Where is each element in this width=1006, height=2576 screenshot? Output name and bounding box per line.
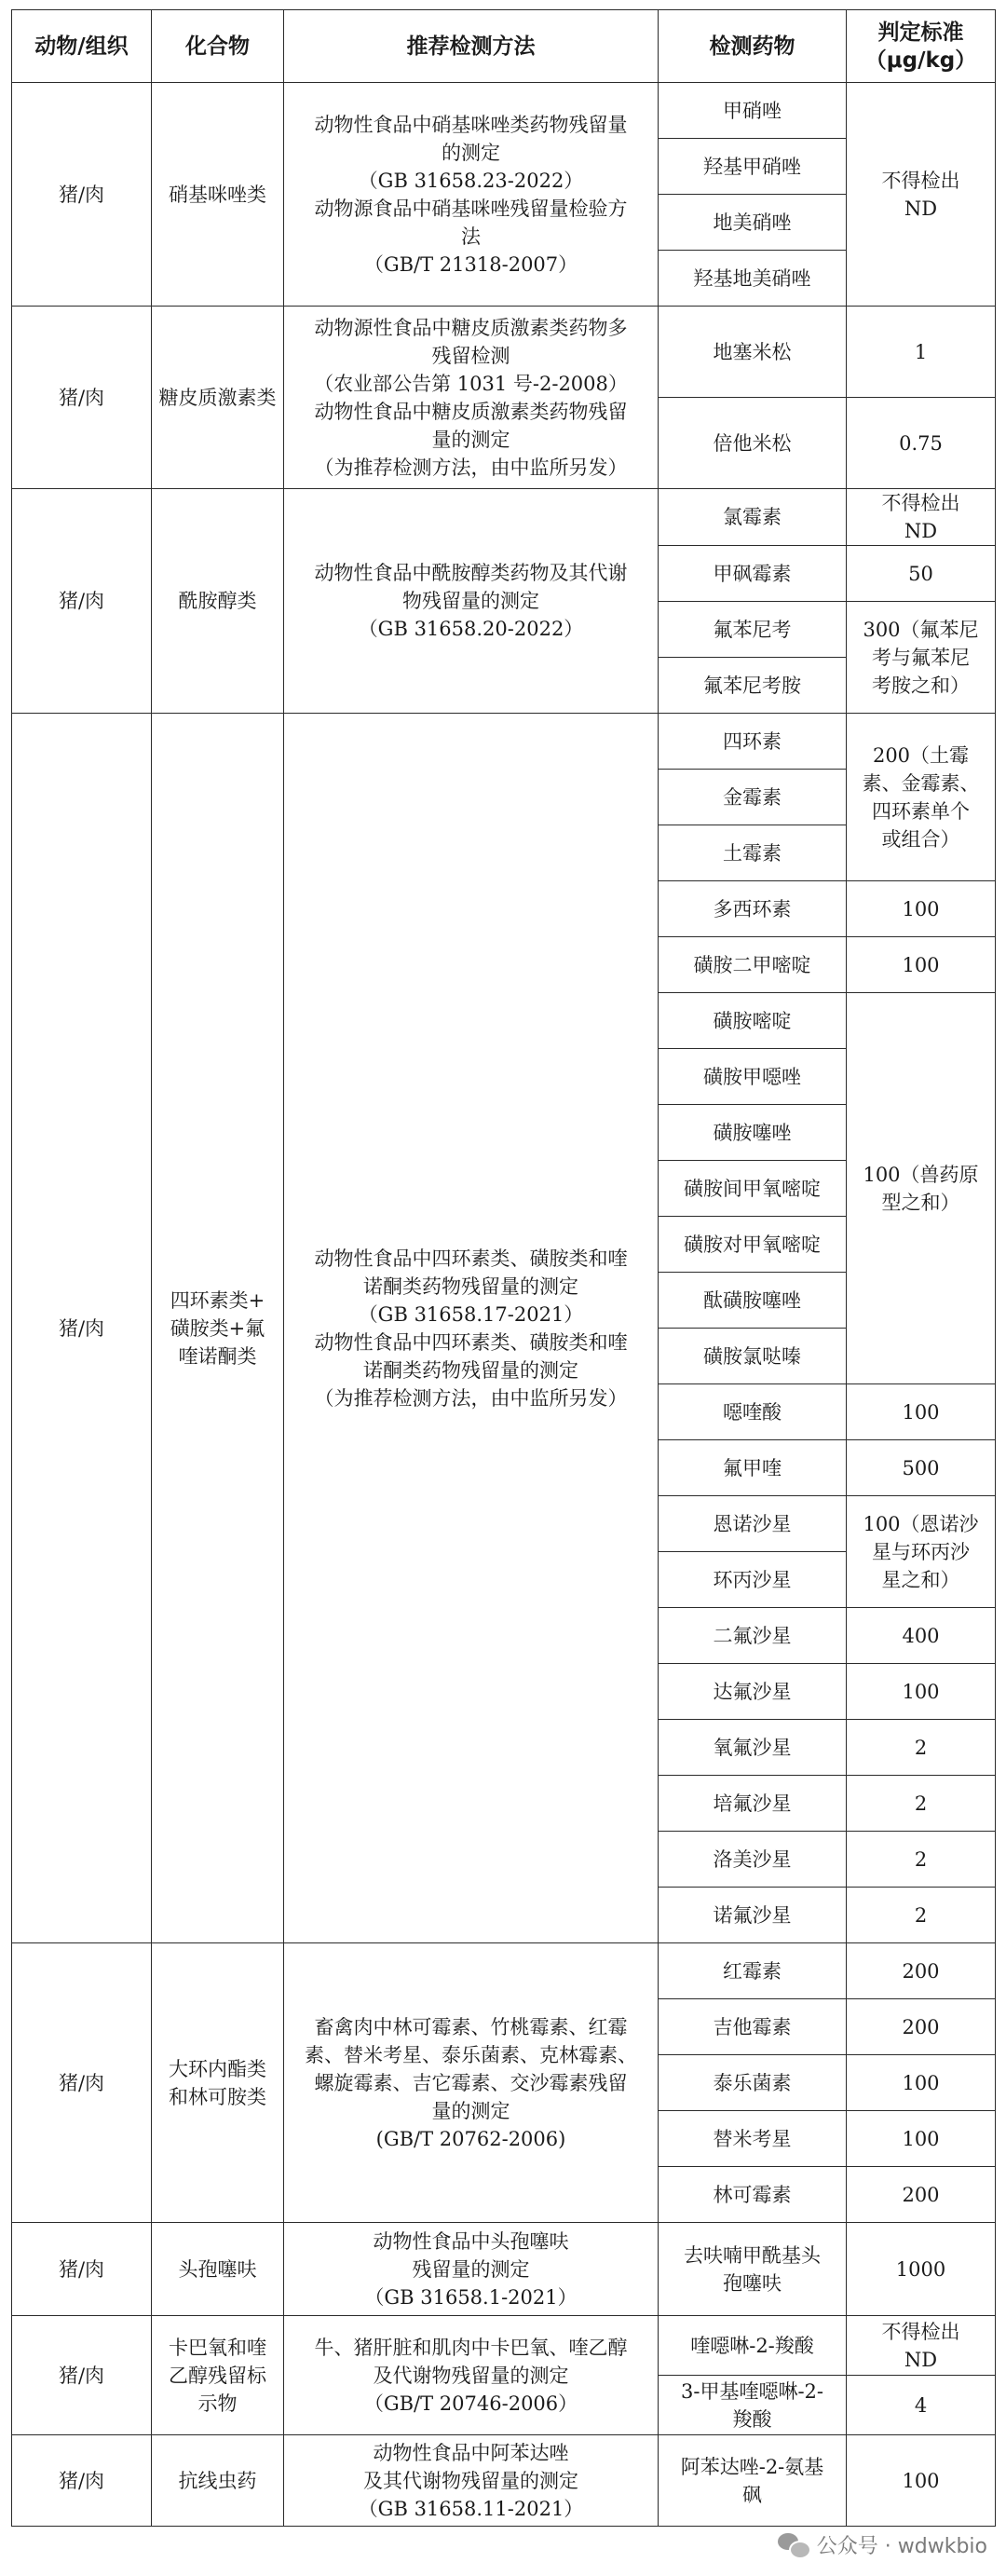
standard-line: ND: [904, 520, 938, 542]
drug-cell: 地美硝唑: [659, 195, 847, 251]
standard-line: 星之和）: [881, 1568, 960, 1591]
drug-cell: 替米考星: [659, 2111, 847, 2167]
compound-line: 四环素类+: [170, 1288, 265, 1312]
table-row: [12, 83, 996, 139]
tissue-cell: 猪/肉: [12, 307, 152, 489]
standard-cell: 200: [847, 1999, 996, 2055]
standard-cell: 0.75: [847, 398, 996, 489]
wechat-watermark: [778, 2523, 987, 2566]
method-line: 动物性食品中酰胺醇类药物及其代谢: [314, 562, 628, 584]
drug-cell: 林可霉素: [659, 2167, 847, 2223]
standard-cell: 100: [847, 1384, 996, 1440]
method-cell: [284, 2223, 659, 2316]
method-cell: [284, 1943, 659, 2223]
method-line: （GB/T 21318-2007）: [363, 252, 578, 276]
method-line: 诺酮类药物残留量的测定: [363, 1358, 578, 1382]
drug-line: 砜: [742, 2483, 762, 2506]
compound-cell: 头孢噻呋: [152, 2223, 284, 2316]
standard-cell: 100: [847, 2055, 996, 2111]
drug-cell: 达氟沙星: [659, 1664, 847, 1720]
drug-cell: 二氟沙星: [659, 1608, 847, 1664]
method-line: 诺酮类药物残留量的测定: [363, 1274, 578, 1298]
header-compound: 化合物: [152, 10, 284, 83]
header-method: 推荐检测方法: [284, 10, 659, 83]
method-cell: [284, 489, 659, 714]
drug-cell: 土霉素: [659, 825, 847, 881]
standard-cell: 200: [847, 2167, 996, 2223]
method-line: 动物性食品中头孢噻呋: [373, 2229, 569, 2253]
method-line: 动物性食品中四环素类、磺胺类和喹: [314, 1330, 628, 1354]
standard-line: 300（氟苯尼: [863, 618, 979, 641]
standard-line: 不得检出: [881, 492, 960, 514]
drug-cell: 磺胺噻唑: [659, 1105, 847, 1161]
drug-cell: 磺胺嘧啶: [659, 993, 847, 1049]
drug-cell: 倍他米松: [659, 398, 847, 489]
method-line: （GB 31658.11-2021）: [358, 2497, 584, 2520]
drug-cell: 磺胺甲噁唑: [659, 1049, 847, 1105]
standard-cell: 2: [847, 1720, 996, 1776]
standard-cell: 200: [847, 1943, 996, 1999]
drug-cell: 氧氟沙星: [659, 1720, 847, 1776]
drug-cell: 羟基甲硝唑: [659, 139, 847, 195]
standard-cell: [847, 489, 996, 546]
drug-cell: 红霉素: [659, 1943, 847, 1999]
header-standard-unit: （μg/kg）: [864, 48, 977, 73]
drug-cell: 恩诺沙星: [659, 1496, 847, 1552]
method-line: （GB/T 20746-2006）: [363, 2392, 578, 2415]
drug-cell: 磺胺氯哒嗪: [659, 1329, 847, 1384]
method-line: 及其代谢物残留量的测定: [363, 2469, 578, 2492]
drug-cell: [659, 2376, 847, 2435]
method-line: 动物性食品中四环素类、磺胺类和喹: [314, 1247, 628, 1270]
method-cell: [284, 2316, 659, 2435]
standard-cell: [847, 714, 996, 881]
standard-cell: 500: [847, 1440, 996, 1496]
method-line: 动物性食品中糖皮质激素类药物残留: [314, 400, 628, 423]
standard-line: 四环素单个: [872, 799, 970, 823]
compound-line: 大环内酯类: [169, 2057, 266, 2080]
table-row: [12, 489, 996, 546]
header-drug: 检测药物: [659, 10, 847, 83]
method-line: 的测定: [442, 141, 500, 164]
drug-cell: 氟苯尼考: [659, 602, 847, 658]
compound-cell: 酰胺醇类: [152, 489, 284, 714]
compound-line: 和林可胺类: [169, 2085, 266, 2108]
drug-cell: 氯霉素: [659, 489, 847, 546]
standard-cell: 400: [847, 1608, 996, 1664]
method-line: （GB 31658.1-2021）: [364, 2285, 578, 2309]
standard-cell: 1: [847, 307, 996, 398]
drug-cell: 磺胺间甲氧嘧啶: [659, 1161, 847, 1217]
drug-cell: 诺氟沙星: [659, 1888, 847, 1943]
standard-cell: [847, 1496, 996, 1608]
table-row: [12, 714, 996, 770]
method-cell: [284, 307, 659, 489]
standard-cell: 1000: [847, 2223, 996, 2316]
compound-line: 卡巴氧和喹: [169, 2336, 266, 2359]
method-line: 物残留量的测定: [402, 590, 539, 612]
compound-cell: [152, 2316, 284, 2435]
method-line: （GB 31658.20-2022）: [358, 618, 584, 640]
standard-cell: 100: [847, 937, 996, 993]
method-line: 量的测定: [431, 428, 510, 451]
standard-cell: [847, 2316, 996, 2376]
wechat-icon: [778, 2531, 809, 2557]
method-line: 动物性食品中硝基咪唑类药物残留量: [314, 113, 628, 136]
method-line: 及代谢物残留量的测定: [373, 2364, 569, 2387]
header-tissue: 动物/组织: [12, 10, 152, 83]
drug-line: 孢噻呋: [723, 2271, 782, 2295]
drug-cell: 培氟沙星: [659, 1776, 847, 1832]
tissue-cell: 猪/肉: [12, 2435, 152, 2527]
tissue-cell: 猪/肉: [12, 1943, 152, 2223]
standard-cell: [847, 602, 996, 714]
method-line: （GB 31658.23-2022）: [358, 169, 584, 192]
standard-line: 100（恩诺沙: [863, 1512, 979, 1535]
drug-cell: 甲砜霉素: [659, 546, 847, 602]
page: [11, 9, 995, 2527]
compound-line: 喹诺酮类: [178, 1344, 257, 1368]
tissue-cell: 猪/肉: [12, 2223, 152, 2316]
method-line: 量的测定: [431, 2099, 510, 2122]
table-row: [12, 2223, 996, 2316]
method-line: (GB/T 20762-2006): [375, 2127, 566, 2150]
standard-cell: [847, 83, 996, 307]
compound-cell: 硝基咪唑类: [152, 83, 284, 307]
drug-cell: [659, 2223, 847, 2316]
standard-line: 不得检出: [881, 2320, 960, 2343]
compound-cell: 抗线虫药: [152, 2435, 284, 2527]
method-line: 残留检测: [431, 344, 510, 367]
standard-cell: 100: [847, 881, 996, 937]
drug-line: 阿苯达唑-2-氨基: [680, 2455, 824, 2478]
compound-cell: 糖皮质激素类: [152, 307, 284, 489]
method-line: 牛、猪肝脏和肌肉中卡巴氧、喹乙醇: [314, 2336, 628, 2359]
drug-cell: 泰乐菌素: [659, 2055, 847, 2111]
drug-cell: 氟甲喹: [659, 1440, 847, 1496]
table-row: [12, 307, 996, 398]
drug-cell: 四环素: [659, 714, 847, 770]
table-row: [12, 2435, 996, 2527]
drug-cell: 地塞米松: [659, 307, 847, 398]
method-line: 素、替米考星、泰乐菌素、克林霉素、: [305, 2043, 637, 2066]
standard-line: 或组合）: [881, 827, 960, 851]
standard-cell: [847, 993, 996, 1384]
method-line: 畜禽肉中林可霉素、竹桃霉素、红霉: [314, 2015, 628, 2038]
drug-cell: 吉他霉素: [659, 1999, 847, 2055]
standard-line: 不得检出: [881, 169, 960, 192]
compound-cell: [152, 1943, 284, 2223]
tissue-cell: 猪/肉: [12, 2316, 152, 2435]
compound-line: 乙醇残留标: [169, 2364, 266, 2387]
drug-cell: 噁喹酸: [659, 1384, 847, 1440]
drug-cell: [659, 2435, 847, 2527]
drug-cell: 磺胺对甲氧嘧啶: [659, 1217, 847, 1273]
standard-line: 型之和）: [881, 1191, 960, 1214]
compound-line: 磺胺类+氟: [170, 1316, 265, 1340]
drug-cell: 金霉素: [659, 770, 847, 825]
standard-line: 考胺之和）: [872, 674, 970, 697]
method-line: 残留量的测定: [412, 2257, 530, 2281]
compound-cell: [152, 714, 284, 1943]
method-line: 螺旋霉素、吉它霉素、交沙霉素残留: [314, 2071, 628, 2094]
method-line: 法: [461, 225, 481, 248]
standard-cell: 2: [847, 1776, 996, 1832]
method-cell: [284, 2435, 659, 2527]
method-line: （农业部公告第 1031 号-2-2008）: [314, 372, 628, 395]
standard-cell: 2: [847, 1888, 996, 1943]
standard-line: ND: [904, 197, 938, 220]
table-row: [12, 1943, 996, 1999]
standard-line: 素、金霉素、: [862, 771, 980, 795]
standard-cell: 100: [847, 1664, 996, 1720]
standard-cell: 100: [847, 2435, 996, 2527]
drug-cell: 多西环素: [659, 881, 847, 937]
standard-line: 星与环丙沙: [872, 1540, 970, 1563]
drug-cell: 磺胺二甲嘧啶: [659, 937, 847, 993]
standard-cell: 4: [847, 2376, 996, 2435]
standard-cell: 50: [847, 546, 996, 602]
drug-cell: 羟基地美硝唑: [659, 251, 847, 307]
standard-cell: 100: [847, 2111, 996, 2167]
method-line: 动物源食品中硝基咪唑残留量检验方: [314, 197, 628, 220]
tissue-cell: 猪/肉: [12, 83, 152, 307]
drug-line: 3-甲基喹噁啉-2-: [680, 2379, 823, 2403]
tissue-cell: 猪/肉: [12, 714, 152, 1943]
standard-line: 200（土霉: [872, 743, 970, 767]
method-line: （GB 31658.17-2021）: [358, 1302, 584, 1326]
table-row: [12, 2316, 996, 2376]
standard-line: ND: [904, 2348, 938, 2371]
header-standard: [847, 10, 996, 83]
drug-line: 羧酸: [732, 2407, 772, 2431]
standard-line: 考与氟苯尼: [872, 646, 970, 669]
drug-line: 去呋喃甲酰基头: [684, 2243, 821, 2267]
drug-cell: 氟苯尼考胺: [659, 658, 847, 714]
drug-cell: 酞磺胺噻唑: [659, 1273, 847, 1329]
drug-cell: 环丙沙星: [659, 1552, 847, 1608]
standard-line: 100（兽药原: [863, 1163, 979, 1186]
method-line: 动物性食品中阿苯达唑: [373, 2441, 569, 2464]
drug-cell: 喹噁啉-2-羧酸: [659, 2316, 847, 2376]
method-cell: [284, 83, 659, 307]
compound-line: 示物: [197, 2392, 238, 2415]
drug-cell: 洛美沙星: [659, 1832, 847, 1888]
watermark-text: 公众号 · wdwkbio: [816, 2534, 987, 2558]
header-standard-line: 判定标准: [877, 20, 964, 45]
drug-cell: 甲硝唑: [659, 83, 847, 139]
method-line: （为推荐检测方法，由中监所另发）: [314, 1386, 628, 1410]
standard-cell: 2: [847, 1832, 996, 1888]
method-line: （为推荐检测方法，由中监所另发）: [314, 456, 628, 479]
header-row: [12, 10, 996, 83]
method-line: 动物源性食品中糖皮质激素类药物多: [314, 316, 628, 339]
veterinary-drug-residue-table: [11, 9, 996, 2527]
tissue-cell: 猪/肉: [12, 489, 152, 714]
method-cell: [284, 714, 659, 1943]
